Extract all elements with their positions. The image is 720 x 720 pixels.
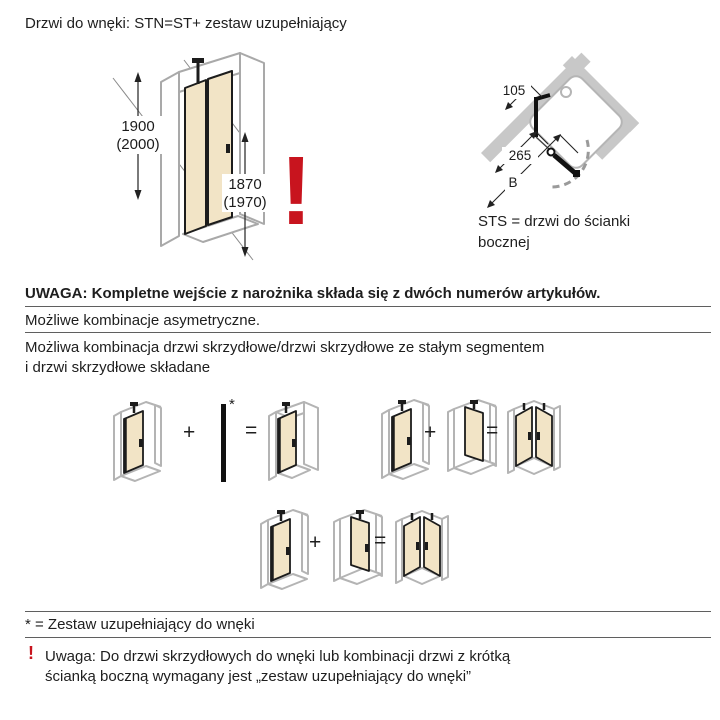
note-combo-line1: Możliwa kombinacja drzwi skrzydłowe/drzwi skrzydłowe ze stałym segmentem [25,339,545,356]
note-uwaga-bold: UWAGA: Kompletne wejście z narożnika składa się z dwóch numerów artykułów. [25,285,601,302]
dimension-outer-height [115,72,162,200]
page-title: Drzwi do wnęki: STN=ST+ zestaw uzupełniający [25,15,347,32]
top-view-drawing [478,52,713,220]
divider [25,611,711,612]
drain-icon [561,87,571,97]
divider [25,332,711,333]
diagram-door-module [253,502,315,602]
dim-B: B [508,175,518,190]
diagram-suppl-profile [221,404,226,482]
dim-265: 265 [508,148,532,163]
warning-note-line2: ścianką boczną wymagany jest „zestaw uzupełniający do wnęki” [45,668,472,685]
plus-operator: + [183,421,196,444]
divider [25,306,711,307]
warning-exclamation-icon: ! [280,136,313,245]
asterisk-mark: * [229,396,235,413]
diagram-corner-entry-two-doors [391,502,453,602]
note-combo-line2: i drzwi skrzydłowe składane [25,359,211,376]
diagram-door-in-niche [262,392,324,492]
divider [25,637,711,638]
svg-text:(2000): (2000) [116,136,160,153]
svg-text:1900: 1900 [121,118,155,135]
asterisk-footnote: * = Zestaw uzupełniający do wnęki [25,616,255,633]
plus-operator: + [309,531,322,554]
stabilizer-bar [192,58,204,63]
sts-caption-line2: bocznej [478,234,530,251]
plus-operator: + [424,421,437,444]
diagram-corner-entry [503,392,565,492]
svg-text:1870: 1870 [228,176,262,193]
diagram-door-module [106,394,168,494]
svg-text:(1970): (1970) [223,194,267,211]
equals-operator: = [486,419,499,442]
warning-exclamation-small-icon: ! [28,643,34,663]
dim-105: 105 [502,83,526,98]
sts-caption-line1: STS = drzwi do ścianki [478,213,631,230]
equals-operator: = [374,529,387,552]
warning-note-line1: Uwaga: Do drzwi skrzydłowych do wnęki lub kombinacji drzwi z krótką [45,648,511,665]
shower-tray [527,73,626,172]
note-asymmetric: Możliwe kombinacje asymetryczne. [25,312,261,329]
equals-operator: = [245,419,258,442]
door-handle [226,144,230,153]
